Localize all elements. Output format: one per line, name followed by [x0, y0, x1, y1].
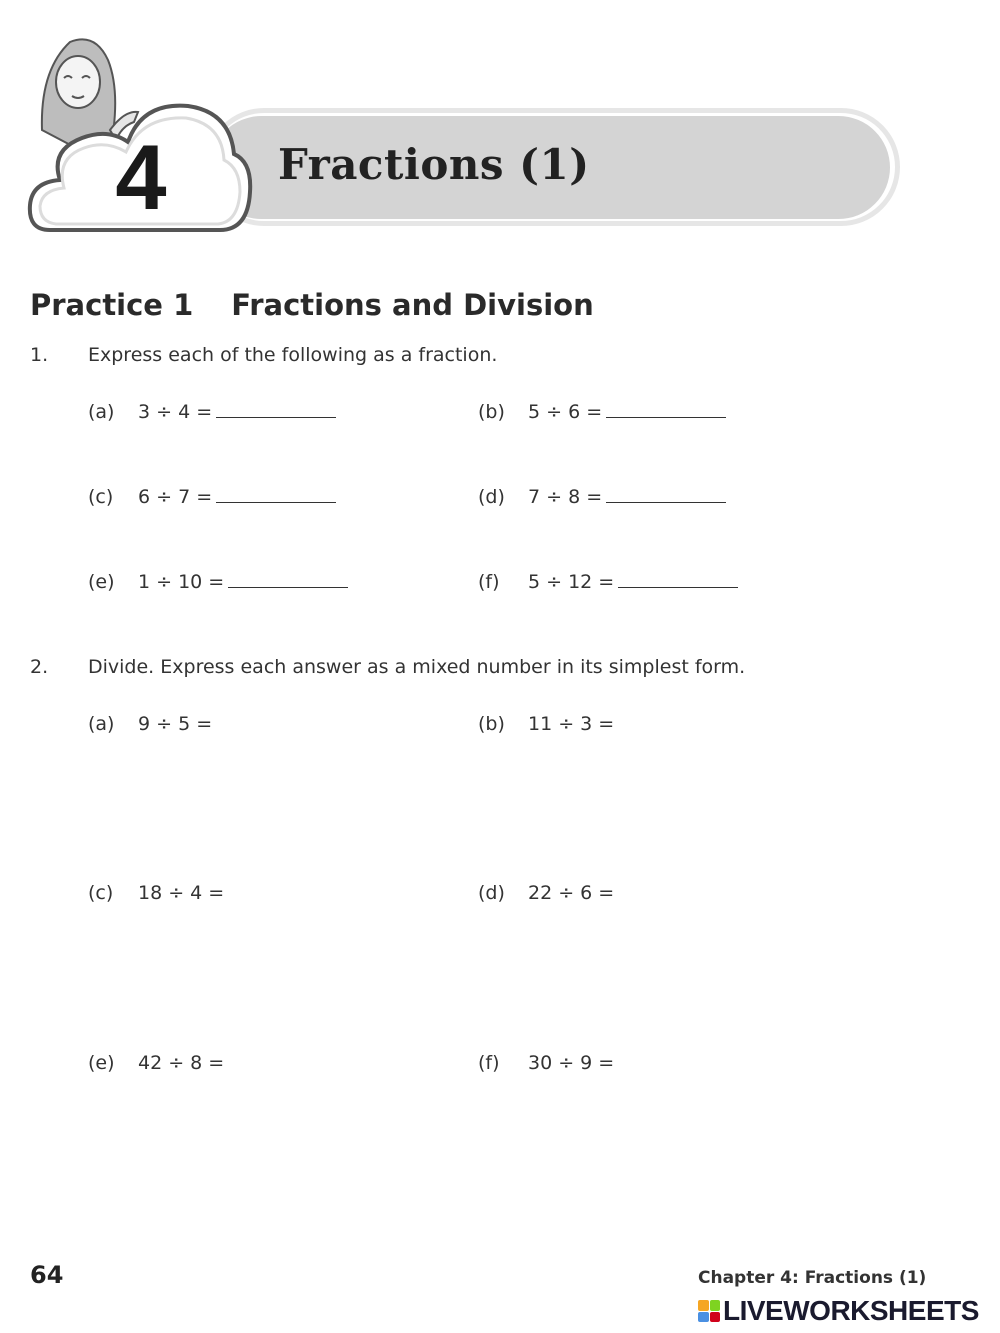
q1-item-d — [478, 486, 726, 508]
q1-item-a — [88, 401, 336, 423]
q1-item-label: (a) — [88, 401, 115, 423]
liveworksheets-brand: LIVEWORKSHEETS — [723, 1295, 979, 1326]
q2-item-label: (c) — [88, 882, 114, 904]
q2-item-expr: 30 ÷ 9 = — [528, 1052, 615, 1074]
logo-tile — [698, 1300, 709, 1311]
answer-blank[interactable] — [618, 586, 738, 588]
q2-item-expr: 11 ÷ 3 = — [528, 713, 615, 735]
q2-item-expr: 9 ÷ 5 = — [138, 713, 213, 735]
q1-item-expr: 5 ÷ 12 = — [528, 571, 615, 593]
q1-item-expr: 5 ÷ 6 = — [528, 401, 603, 423]
q1-item-label: (d) — [478, 486, 505, 508]
q2-item-label: (f) — [478, 1052, 500, 1074]
liveworksheets-logo[interactable] — [698, 1296, 979, 1326]
q1-item-expr: 6 ÷ 7 = — [138, 486, 213, 508]
practice-subtitle: Fractions and Division — [231, 288, 594, 322]
answer-blank[interactable] — [216, 501, 336, 503]
q2-item-e[interactable] — [88, 1052, 224, 1074]
answer-blank[interactable] — [606, 416, 726, 418]
question-1-instruction: Express each of the following as a fraction. — [88, 344, 498, 366]
q2-item-b[interactable] — [478, 713, 614, 735]
footer-chapter-label: Chapter 4: Fractions (1) — [698, 1268, 927, 1288]
answer-blank[interactable] — [216, 416, 336, 418]
q1-item-expr: 3 ÷ 4 = — [138, 401, 213, 423]
q2-item-c[interactable] — [88, 882, 224, 904]
q1-item-label: (f) — [478, 571, 500, 593]
q2-item-label: (b) — [478, 713, 505, 735]
logo-tile — [710, 1312, 721, 1323]
q2-item-a[interactable] — [88, 713, 212, 735]
q2-item-d[interactable] — [478, 882, 614, 904]
q1-item-label: (c) — [88, 486, 114, 508]
logo-tile — [698, 1312, 709, 1323]
answer-blank[interactable] — [606, 501, 726, 503]
question-1-number: 1. — [30, 344, 49, 366]
practice-heading — [30, 288, 594, 322]
q2-item-label: (e) — [88, 1052, 115, 1074]
q1-item-label: (e) — [88, 571, 115, 593]
q2-item-expr: 42 ÷ 8 = — [138, 1052, 225, 1074]
chapter-title: Fractions (1) — [278, 140, 590, 189]
q2-item-expr: 18 ÷ 4 = — [138, 882, 225, 904]
liveworksheets-icon — [698, 1300, 720, 1322]
q1-item-f — [478, 571, 738, 593]
logo-tile — [710, 1300, 721, 1311]
q1-item-label: (b) — [478, 401, 505, 423]
q1-item-b — [478, 401, 726, 423]
q1-item-e — [88, 571, 348, 593]
practice-title: Practice 1 — [30, 288, 194, 322]
q1-item-expr: 1 ÷ 10 = — [138, 571, 225, 593]
q2-item-expr: 22 ÷ 6 = — [528, 882, 615, 904]
answer-blank[interactable] — [228, 586, 348, 588]
q1-item-c — [88, 486, 336, 508]
q1-item-expr: 7 ÷ 8 = — [528, 486, 603, 508]
question-2-instruction: Divide. Express each answer as a mixed number in its simplest form. — [88, 656, 746, 678]
page-number: 64 — [30, 1261, 64, 1289]
q2-item-f[interactable] — [478, 1052, 614, 1074]
chapter-number: 4 — [115, 127, 167, 229]
question-2-number: 2. — [30, 656, 49, 678]
q2-item-label: (d) — [478, 882, 505, 904]
q2-item-label: (a) — [88, 713, 115, 735]
